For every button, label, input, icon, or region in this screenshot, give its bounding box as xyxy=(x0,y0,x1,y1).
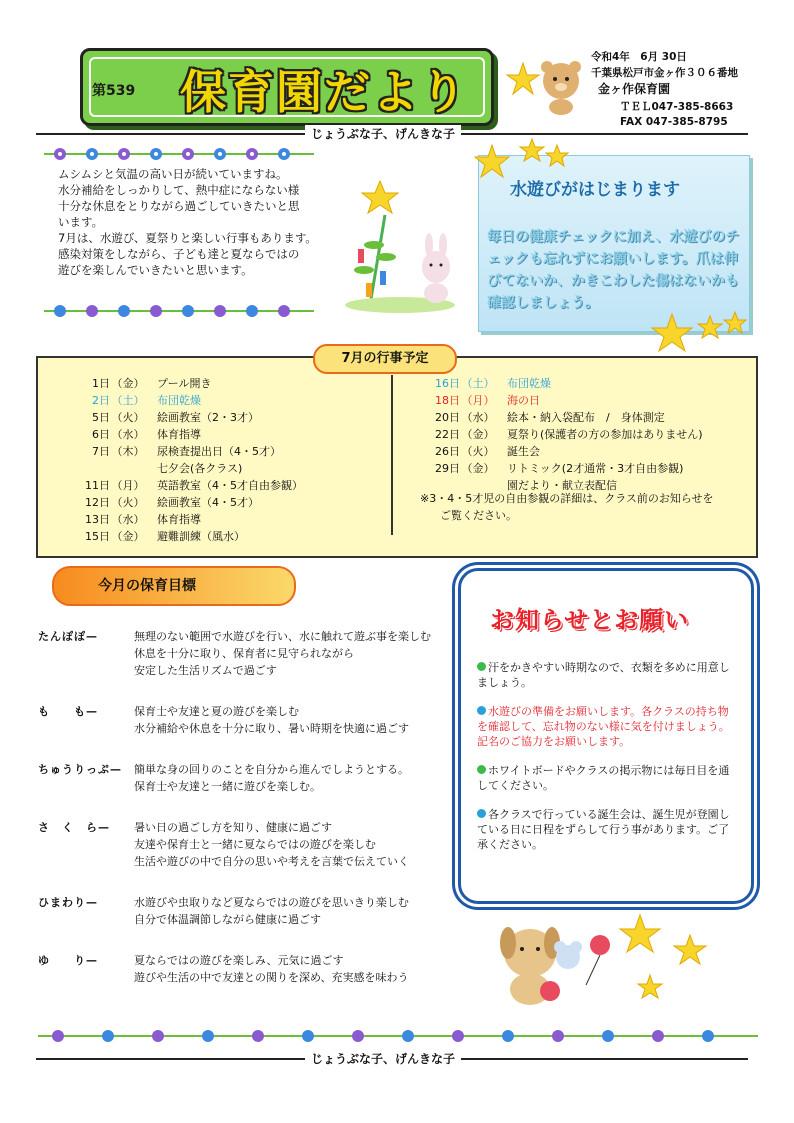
notice-text: 各クラスで行っている誕生会は、誕生児が登園している日に日程をずらして行う事があります。ご了承ください。 xyxy=(477,808,730,851)
event-weekday: （火） xyxy=(461,445,495,458)
goal-line: 生活や遊びの中で自分の思いや考えを言葉で伝えていく xyxy=(134,855,409,868)
event-text: 英語教室（4・5才自由参観） xyxy=(146,479,303,492)
event-weekday: （火） xyxy=(111,496,145,509)
event-text: 夏祭り(保護者の方の参加はありません) xyxy=(496,428,703,441)
water-play-body: 毎日の健康チェックに加え、水遊びのチェックも忘れずにお願いします。爪は伸びてないか、かきこわした傷はないかも確認しましょう。 xyxy=(487,229,740,311)
event-row xyxy=(80,409,303,426)
event-text: 絵画教室（4・5才） xyxy=(146,496,259,509)
event-day: 6日 xyxy=(92,428,110,441)
event-weekday: （月） xyxy=(111,479,145,492)
fax: FAX 047-385-8795 xyxy=(620,116,728,128)
event-day: 13日 xyxy=(85,513,110,526)
event-text: 誕生会 xyxy=(496,445,540,458)
event-weekday: （金） xyxy=(461,462,495,475)
events-title: 7月の行事予定 xyxy=(313,344,457,374)
event-row xyxy=(80,392,303,409)
bear-star-illustration xyxy=(505,55,587,115)
notice-item xyxy=(477,660,739,690)
goal-line: 簡単な身の回りのことを自分から進んでしようとする。 xyxy=(134,763,409,776)
notice-text: 汗をかきやすい時期なので、衣類を多めに用意しましょう。 xyxy=(477,661,730,689)
event-text: 絵本・納入袋配布 / 身体測定 xyxy=(496,411,665,424)
goal-line: 休息を十分に取り、保育者に見守られながら xyxy=(134,647,354,660)
goal-line: 暑い日の過ごし方を知り、健康に過ごす xyxy=(134,821,332,834)
goal-line: 友達や保育士と一緒に夏ならではの遊びを楽しむ xyxy=(134,838,376,851)
event-row xyxy=(430,426,703,443)
intro-text: ムシムシと気温の高い日が続いていますね。 水分補給をしっかりして、熱中症にならない様 十分な休息をとりながら過ごしていきたいと思 います。 7月は、水遊び、夏祭りと楽しい行事もあります。 感染対策をしながら、子ども達と夏ならではの 遊びを楽しんでいきたいと思います。 xyxy=(58,167,317,277)
dog-mouse-illustration xyxy=(490,905,730,1015)
event-row xyxy=(80,443,303,460)
event-day: 26日 xyxy=(435,445,460,458)
event-weekday: （水） xyxy=(461,411,495,424)
morning-glory-vine-icon xyxy=(44,146,314,162)
events-divider xyxy=(391,375,393,535)
bullet-icon xyxy=(477,809,486,818)
goal-line: 遊びや生活の中で友達との関りを深め、充実感を味わう xyxy=(134,971,409,984)
event-row xyxy=(80,528,303,545)
event-day: 11日 xyxy=(85,479,110,492)
event-weekday: （木） xyxy=(111,445,145,458)
events-note-1: ※3・4・5才児の自由参観の詳細は、クラス前のお知らせを xyxy=(420,492,714,505)
goal-line: 保育士や友達と一緒に遊びを楽しむ。 xyxy=(134,780,321,793)
event-weekday: （水） xyxy=(111,513,145,526)
newsletter-title: 保育園だより xyxy=(180,65,468,119)
goal-class-name: ひまわり— xyxy=(38,896,98,909)
issue-number: 第539 xyxy=(92,83,136,99)
event-weekday: （金） xyxy=(111,530,145,543)
event-day: 29日 xyxy=(435,462,460,475)
notice-text: ホワイトボードやクラスの掲示物には毎日目を通してください。 xyxy=(477,764,730,792)
goals-title: 今月の保育目標 xyxy=(98,578,196,594)
event-text: 尿検査提出日（4・5才） xyxy=(146,445,281,458)
event-day: 7日 xyxy=(92,445,110,458)
event-text: 布団乾燥 xyxy=(496,377,551,390)
notice-text: 水遊びの準備をお願いします。各クラスの持ち物を確認して、忘れ物のない様に気を付けましょう。記名のご協力をお願いします。 xyxy=(477,705,730,748)
goal-line: 無理のない範囲で水遊びを行い、水に触れて遊ぶ事を楽しむ xyxy=(134,630,431,643)
event-text: 海の日 xyxy=(496,394,540,407)
event-row xyxy=(80,511,303,528)
address: 千葉県松戸市金ヶ作３０６番地 xyxy=(591,67,738,79)
goal-class-name: ちゅうりっぷ— xyxy=(38,763,122,776)
event-text: 園だより・献立表配信 xyxy=(496,479,617,492)
event-weekday: （水） xyxy=(111,428,145,441)
event-day: 1日 xyxy=(92,377,110,390)
events-right-list xyxy=(430,375,703,494)
events-left-list xyxy=(80,375,303,545)
goal-class-name: も も— xyxy=(38,705,98,718)
notice-title: お知らせとお願い xyxy=(490,606,690,634)
event-day: 20日 xyxy=(435,411,460,424)
event-text: 七夕会(各クラス) xyxy=(146,462,243,475)
event-text: リトミック(2才通常・3才自由参観) xyxy=(496,462,684,475)
event-weekday: （土） xyxy=(461,377,495,390)
event-row xyxy=(80,477,303,494)
goal-line: 夏ならではの遊びを楽しみ、元気に過ごす xyxy=(134,954,344,967)
event-day: 12日 xyxy=(85,496,110,509)
goal-class-name: たんぽぽ— xyxy=(38,630,98,643)
tanabata-rabbit-illustration xyxy=(340,175,470,315)
org-name: 金ヶ作保育園 xyxy=(598,82,671,96)
event-text: 布団乾燥 xyxy=(146,394,201,407)
event-row xyxy=(430,443,703,460)
event-day: 16日 xyxy=(435,377,460,390)
event-day: 22日 xyxy=(435,428,460,441)
event-weekday: （月） xyxy=(461,394,495,407)
stars-icon xyxy=(650,310,750,360)
event-row xyxy=(430,392,703,409)
goal-class-name: さ く ら— xyxy=(38,821,110,834)
issue-date: 令和4年 6月 30日 xyxy=(591,51,687,63)
goal-line: 安定した生活リズムで過ごす xyxy=(134,664,277,677)
notice-item xyxy=(477,704,739,749)
event-weekday: （金） xyxy=(111,377,145,390)
event-text: 体育指導 xyxy=(146,428,201,441)
event-row xyxy=(80,494,303,511)
motto-bottom: じょうぶな子、げんきな子 xyxy=(305,1050,461,1067)
event-text: 体育指導 xyxy=(146,513,201,526)
event-row xyxy=(80,426,303,443)
water-play-title: 水遊びがはじまります xyxy=(510,180,680,200)
event-text: 絵画教室（2・3才） xyxy=(146,411,259,424)
event-text: プール開き xyxy=(146,377,212,390)
event-day: 18日 xyxy=(435,394,460,407)
event-day: 5日 xyxy=(92,411,110,424)
event-weekday: （土） xyxy=(111,394,145,407)
goal-line: 自分で体温調節しながら健康に過ごす xyxy=(134,913,321,926)
events-note-2: ご覧ください。 xyxy=(440,509,517,522)
event-day: 15日 xyxy=(85,530,110,543)
goal-line: 水分補給や休息を十分に取り、暑い時期を快適に過ごす xyxy=(134,722,409,735)
event-row xyxy=(430,375,703,392)
bullet-icon xyxy=(477,662,486,671)
motto-top: じょうぶな子、げんきな子 xyxy=(305,125,461,142)
bullet-icon xyxy=(477,706,486,715)
event-row xyxy=(430,409,703,426)
goal-class-name: ゆ り— xyxy=(38,954,98,967)
event-day: 2日 xyxy=(92,394,110,407)
goal-line: 保育士や友達と夏の遊びを楽しむ xyxy=(134,705,299,718)
goal-line: 水遊びや虫取りなど夏ならではの遊びを思いきり楽しむ xyxy=(134,896,409,909)
bullet-icon xyxy=(477,765,486,774)
event-weekday: （金） xyxy=(461,428,495,441)
morning-glory-vine-icon xyxy=(44,303,314,319)
event-row xyxy=(80,375,303,392)
event-text: 避難訓練（風水） xyxy=(146,530,245,543)
event-weekday: （火） xyxy=(111,411,145,424)
morning-glory-vine-icon xyxy=(38,1028,758,1044)
event-row xyxy=(80,460,303,477)
tel: ＴＥＬ047-385-8663 xyxy=(620,101,734,113)
event-row xyxy=(430,460,703,477)
notice-item xyxy=(477,807,739,852)
notice-item xyxy=(477,763,739,793)
